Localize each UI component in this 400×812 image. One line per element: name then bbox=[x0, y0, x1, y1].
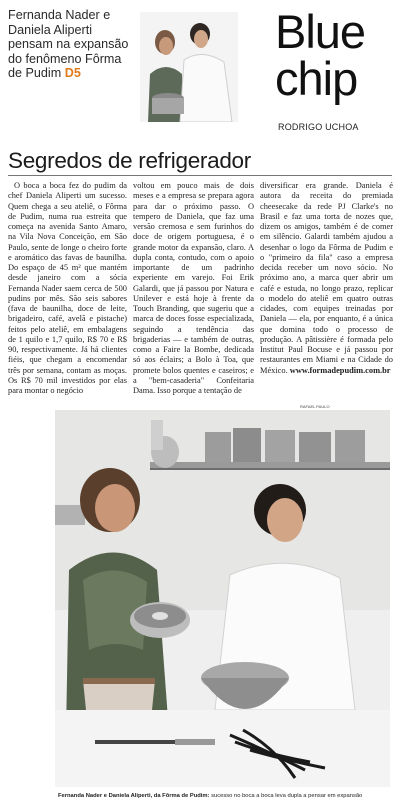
teaser-photo bbox=[140, 12, 238, 122]
teaser-page-ref[interactable]: D5 bbox=[64, 66, 81, 80]
caption-names: Fernanda Nader e Daniela Aliperti, da Fôrma de Pudim: bbox=[58, 793, 210, 799]
headline-rule bbox=[8, 175, 392, 176]
caption-text: sucesso no boca a boca leva dupla a pensar em expansão bbox=[211, 793, 363, 799]
photo-caption bbox=[58, 793, 362, 799]
website-link[interactable]: www.formadepudim.com.br bbox=[289, 365, 391, 375]
teaser-text[interactable] bbox=[8, 8, 138, 81]
teaser-copy: Fernanda Nader e Daniela Aliperti pensam na expansão do fenômeno Fôrma de Pudim bbox=[8, 8, 129, 80]
article-column-2: voltou em pouco mais de dois meses e a empresa se prepara agora para dar o próximo passo. O tempero de Daniela, que faz uma versão cremosa e sem furinhos do doce de origem portuguesa, é o grande motor da expansão, claro. A dupla conta, contudo, com o apoio importante de um padrinho experiente em varejo. Foi Erik Galardi, que já passou por Natura e Unilever e está hoje à frente da Touch Branding, que sugeriu que a marca de doces fosse especializada, seguindo a tendência das brigaderias — e também de outras, como a Faire la Bombe, dedicada só aos éclairs; a Bolo à Toa, que promete bolos quentes e caseiros; e a "bem-casaderia" Confeitaria Dama. Isso porque a tentação de bbox=[133, 181, 254, 395]
article-column-1: O boca a boca fez do pudim da chef Daniela Aliperti um sucesso. Quem chega a seu ateliê, o Fôrma de Pudim, numa rua estreita que começa na avenida Santo Amaro, na Vila Nova Conceição, em São Paulo, sente de longe o cheiro forte e aromático das favas de baunilha. Do espaço de 45 m² que mantém desde janeiro com a sócia Fernanda Nader saem cerca de 500 pudins por mês. São seis sabores (fava de baunilha, doce de leite, brigadeiro, café, avelã e pistache) feitos pelo ateliê, em embalagens de 1 quilo e 1,7 quilo, R$ 70 e R$ 90, respectivamente. Já há clientes fiéis, que chegam a encomendar três por semana, contam as moças. Os R$ 70 mil investidos por elas para montar o negócio bbox=[8, 181, 127, 395]
section-title-line1: Blue bbox=[275, 5, 366, 58]
article-column-3 bbox=[260, 181, 393, 376]
photo-credit: RAFAEL PAULO bbox=[300, 404, 330, 409]
article-headline: Segredos de refrigerador bbox=[8, 148, 251, 173]
main-photo bbox=[55, 410, 390, 787]
byline: RODRIGO UCHOA bbox=[278, 122, 359, 132]
section-title bbox=[275, 5, 395, 105]
article-column-3-text: diversificar era grande. Daniela é autora da receita do premiada cheesecake da rede PJ Clarke's no Brasil e faz uma torta de nozes que, dizem os amigos, também é de comer em silêncio. Galardi também ajudou a desenhar o logo da Fôrma de Pudim e o "primeiro da fila" caso a empresa decida receber um novo sócio. No próximo ano, a marca quer abrir um café e estuda, no longo prazo, replicar o modelo do ateliê em quatro outras cidades, com equipes treinadas por Daniela — ela, por enquanto, é a única que domina todo o processo de produção. A pâtissière é formada pelo Institut Paul Bocuse e já passou por restaurantes em Miami e na Cidade do México. bbox=[260, 181, 393, 375]
section-title-line2: chip bbox=[275, 52, 358, 105]
